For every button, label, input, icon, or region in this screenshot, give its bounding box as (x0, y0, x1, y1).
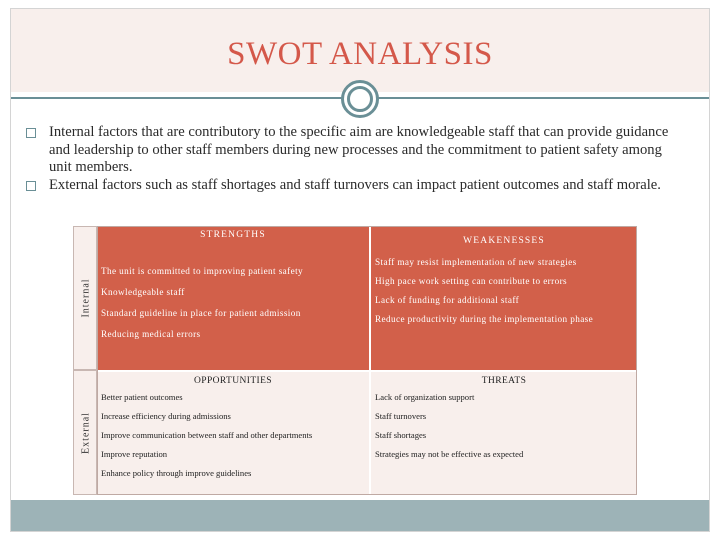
external-axis-label: External (80, 411, 92, 454)
slide-title: SWOT ANALYSIS (227, 36, 493, 72)
weakness-item: Staff may resist implementation of new strategies (375, 257, 577, 267)
footer-bar (11, 500, 709, 531)
threat-item: Staff turnovers (375, 411, 427, 421)
opportunities-quadrant (97, 370, 369, 495)
opportunity-item: Enhance policy through improve guidelines (101, 468, 252, 478)
opportunities-list (101, 392, 367, 487)
opportunity-item: Improve reputation (101, 449, 168, 459)
bullet-item (26, 177, 686, 195)
strengths-list (101, 266, 365, 350)
weaknesses-quadrant (369, 226, 637, 370)
external-axis (73, 370, 97, 495)
swot-axis-column (73, 226, 97, 495)
bullet-list (26, 124, 686, 194)
square-bullet-icon (26, 181, 36, 191)
divider-circle-inner (347, 86, 373, 112)
weaknesses-list (375, 256, 631, 332)
internal-axis-label: Internal (80, 278, 92, 318)
opportunities-heading: OPPORTUNITIES (194, 376, 272, 386)
threats-list (375, 392, 633, 468)
threats-heading: THREATS (481, 376, 527, 386)
opportunity-item: Increase efficiency during admissions (101, 411, 231, 421)
opportunity-item: Better patient outcomes (101, 392, 183, 402)
bullet-item (26, 124, 686, 177)
strengths-quadrant (97, 226, 369, 370)
strength-item: Knowledgeable staff (101, 287, 185, 297)
strength-item: Standard guideline in place for patient admission (101, 308, 301, 318)
threats-quadrant (369, 370, 637, 495)
threat-item: Strategies may not be effective as expected (375, 449, 524, 459)
strength-item: The unit is committed to improving patient safety (101, 266, 304, 276)
weaknesses-heading: WEAKENESSES (463, 236, 545, 246)
bullet-text: Internal factors that are contributory to the specific aim are knowledgeable staff that can provide guidance and leadership to other staff members during new processes and the commitment to patient safety among unit members. (49, 124, 669, 175)
threat-item: Staff shortages (375, 430, 427, 440)
weakness-item: High pace work setting can contribute to errors (375, 276, 568, 286)
internal-axis (73, 226, 97, 370)
strength-item: Reducing medical errors (101, 329, 201, 339)
strengths-heading: STRENGTHS (200, 230, 266, 240)
weakness-item: Lack of funding for additional staff (375, 295, 520, 305)
square-bullet-icon (26, 128, 36, 138)
bullet-text: External factors such as staff shortages and staff turnovers can impact patient outcomes and staff morale. (49, 176, 661, 193)
opportunity-item: Improve communication between staff and other departments (101, 430, 313, 440)
weakness-item: Reduce productivity during the implementation phase (375, 314, 594, 324)
threat-item: Lack of organization support (375, 392, 475, 402)
swot-matrix (73, 226, 637, 495)
